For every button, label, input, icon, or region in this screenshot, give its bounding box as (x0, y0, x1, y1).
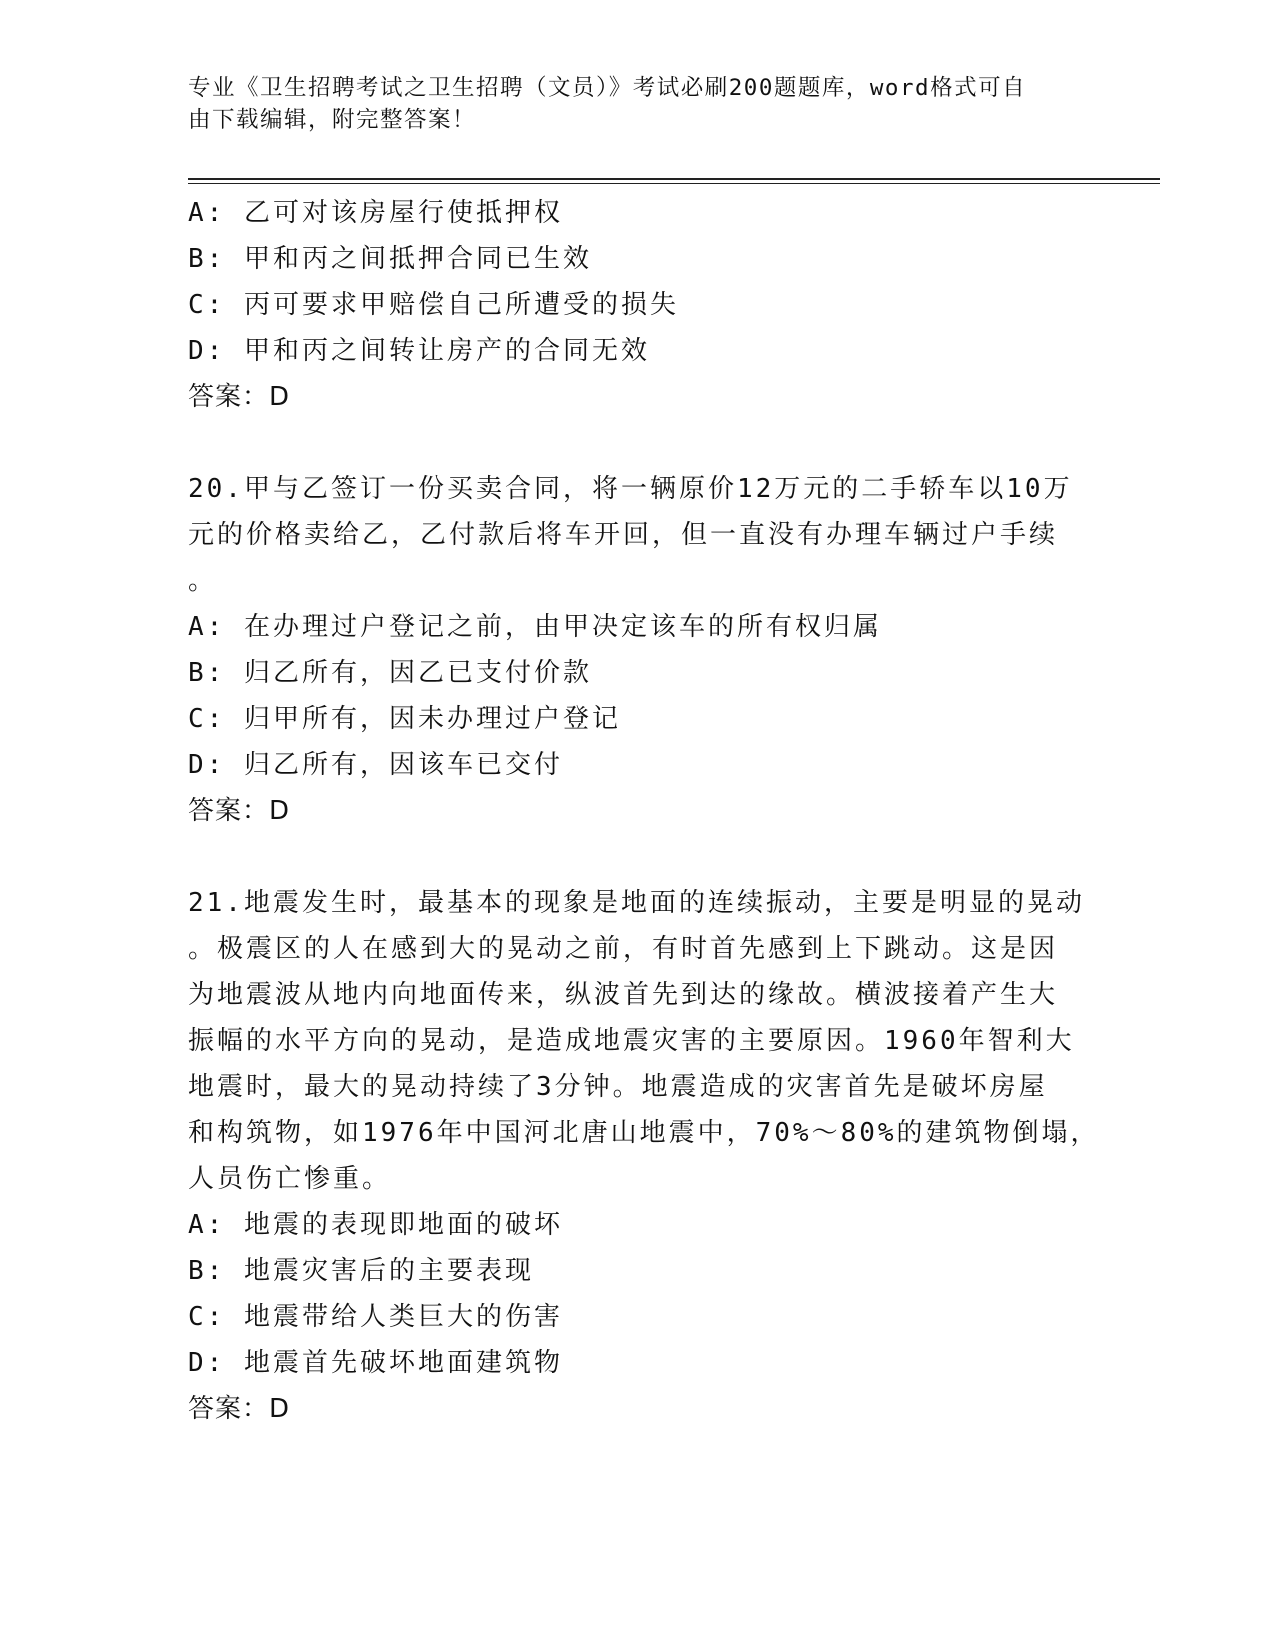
question-stem-line: 振幅的水平方向的晃动，是造成地震灾害的主要原因。1960年智利大 (188, 1026, 1075, 1056)
answer: 答案：D (188, 382, 291, 412)
option-c: C: 归甲所有，因未办理过户登记 (188, 704, 621, 734)
question-stem-line: 人员伤亡惨重。 (188, 1164, 392, 1194)
question-stem-line: 和构筑物，如1976年中国河北唐山地震中，70%～80%的建筑物倒塌， (188, 1118, 1100, 1148)
header-divider-thin (188, 183, 1160, 184)
option-a: A: 在办理过户登记之前，由甲决定该车的所有权归属 (188, 612, 882, 642)
question-stem-line: 21.地震发生时，最基本的现象是地面的连续振动，主要是明显的晃动 (188, 888, 1085, 918)
option-d: D: 甲和丙之间转让房产的合同无效 (188, 336, 650, 366)
answer: 答案：D (188, 1394, 291, 1424)
spacer (188, 834, 1088, 880)
option-c: C: 地震带给人类巨大的伤害 (188, 1302, 563, 1332)
question-20 (188, 466, 1088, 834)
option-c: C: 丙可要求甲赔偿自己所遭受的损失 (188, 290, 679, 320)
document-header (188, 72, 1068, 136)
option-a: A: 乙可对该房屋行使抵押权 (188, 198, 563, 228)
question-stem-line: 。极震区的人在感到大的晃动之前，有时首先感到上下跳动。这是因 (188, 934, 1059, 964)
option-d: D: 归乙所有，因该车已交付 (188, 750, 563, 780)
question-21 (188, 880, 1100, 1432)
question-stem-line: 20.甲与乙签订一份买卖合同，将一辆原价12万元的二手轿车以10万 (188, 474, 1073, 504)
option-a: A: 地震的表现即地面的破坏 (188, 1210, 563, 1240)
question-list (188, 190, 1100, 1432)
question-19 (188, 190, 1088, 420)
option-b: B: 归乙所有，因乙已支付价款 (188, 658, 592, 688)
header-line-1: 专业《卫生招聘考试之卫生招聘（文员）》考试必刷200题题库，word格式可自 (188, 75, 1027, 101)
option-d: D: 地震首先破坏地面建筑物 (188, 1348, 563, 1378)
question-stem-line: 地震时，最大的晃动持续了3分钟。地震造成的灾害首先是破坏房屋 (188, 1072, 1048, 1102)
header-line-2: 由下载编辑，附完整答案！ (188, 107, 477, 133)
answer: 答案：D (188, 796, 291, 826)
spacer (188, 420, 1088, 466)
option-b: B: 甲和丙之间抵押合同已生效 (188, 244, 592, 274)
header-divider-thick (188, 178, 1160, 180)
question-stem-line: 。 (188, 566, 218, 596)
option-b: B: 地震灾害后的主要表现 (188, 1256, 534, 1286)
question-stem-line: 元的价格卖给乙，乙付款后将车开回，但一直没有办理车辆过户手续 (188, 520, 1059, 550)
question-stem-line: 为地震波从地内向地面传来，纵波首先到达的缘故。横波接着产生大 (188, 980, 1059, 1010)
